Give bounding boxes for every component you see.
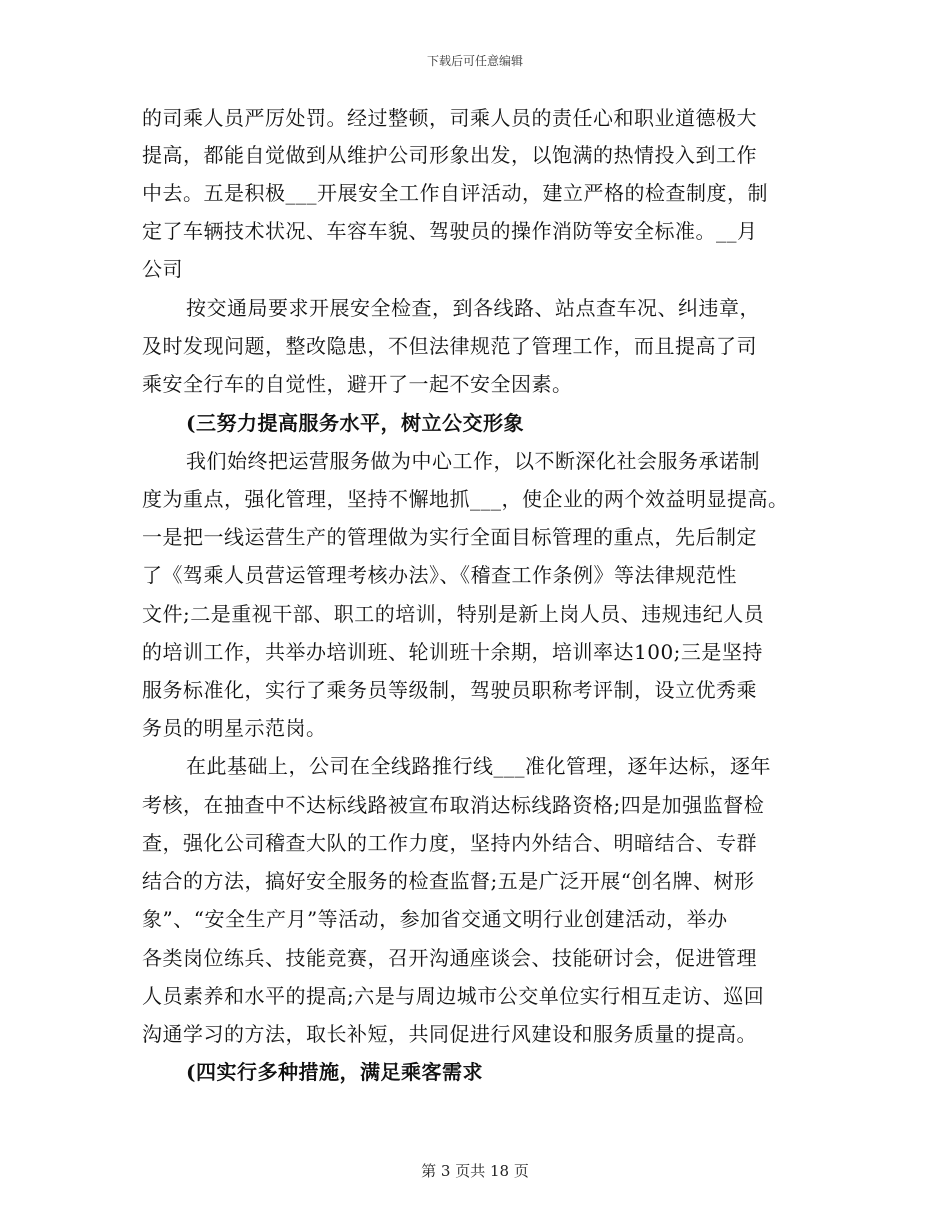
- text-line: 乘安全行车的自觉性，避开了一起不安全因素。: [142, 372, 573, 396]
- section-heading: (四实行多种措施，满足乘客需求: [186, 1060, 483, 1084]
- text-line: 文件;二是重视干部、职工的培训，特别是新上岗人员、违规违纪人员: [142, 602, 765, 626]
- text-line: 的培训工作，共举办培训班、轮训班十余期，培训率达100;三是坚持: [142, 640, 763, 664]
- text-line: 度为重点，强化管理，坚持不懈地抓___，使企业的两个效益明显提高。: [142, 487, 789, 511]
- text-line: 沟通学习的方法，取长补短，共同促进行风建设和服务质量的提高。: [142, 1022, 757, 1046]
- text-line: 的司乘人员严厉处罚。经过整顿，司乘人员的责任心和职业道德极大: [142, 106, 757, 130]
- text-line: 人员素养和水平的提高;六是与周边城市公交单位实行相互走访、巡回: [142, 984, 765, 1008]
- text-line: 定了车辆技术状况、车容车貌、驾驶员的操作消防等安全标准。__月: [142, 219, 758, 243]
- text-line: 公司: [142, 257, 183, 281]
- text-line: 及时发现问题，整改隐患，不但法律规范了管理工作，而且提高了司: [142, 334, 757, 358]
- page-header: 下载后可任意编辑: [426, 54, 523, 68]
- text-line: 务员的明星示范岗。: [142, 716, 327, 740]
- text-line: 提高，都能自觉做到从维护公司形象出发，以饱满的热情投入到工作: [142, 143, 757, 167]
- text-line: 各类岗位练兵、技能竞赛，召开沟通座谈会、技能研讨会，促进管理: [142, 946, 757, 970]
- text-line: 了《驾乘人员营运管理考核办法》、《稽查工作条例》等法律规范性: [142, 563, 737, 587]
- text-line: 服务标准化，实行了乘务员等级制，驾驶员职称考评制，设立优秀乘: [142, 678, 757, 702]
- text-line: 考核，在抽查中不达标线路被宣布取消达标线路资格;四是加强监督检: [142, 793, 765, 817]
- page-footer: 第 3 页共 18 页: [421, 1162, 529, 1180]
- text-line: 中去。五是积极___开展安全工作自评活动，建立严格的检查制度，制: [142, 181, 768, 205]
- text-line: 在此基础上，公司在全线路推行线___准化管理，逐年达标，逐年: [186, 754, 771, 778]
- text-line: 我们始终把运营服务做为中心工作，以不断深化社会服务承诺制: [186, 449, 760, 473]
- text-line: 结合的方法，搞好安全服务的检查监督;五是广泛开展“创名牌、树形: [142, 869, 755, 893]
- section-heading: (三努力提高服务水平，树立公交形象: [186, 411, 524, 435]
- text-line: 查，强化公司稽查大队的工作力度，坚持内外结合、明暗结合、专群: [142, 831, 757, 855]
- text-line: 一是把一线运营生产的管理做为实行全面目标管理的重点，先后制定: [142, 525, 757, 549]
- text-line: 按交通局要求开展安全检查，到各线路、站点查车况、纠违章，: [186, 296, 760, 320]
- text-line: 象”、“安全生产月”等活动，参加省交通文明行业创建活动，举办: [142, 907, 728, 931]
